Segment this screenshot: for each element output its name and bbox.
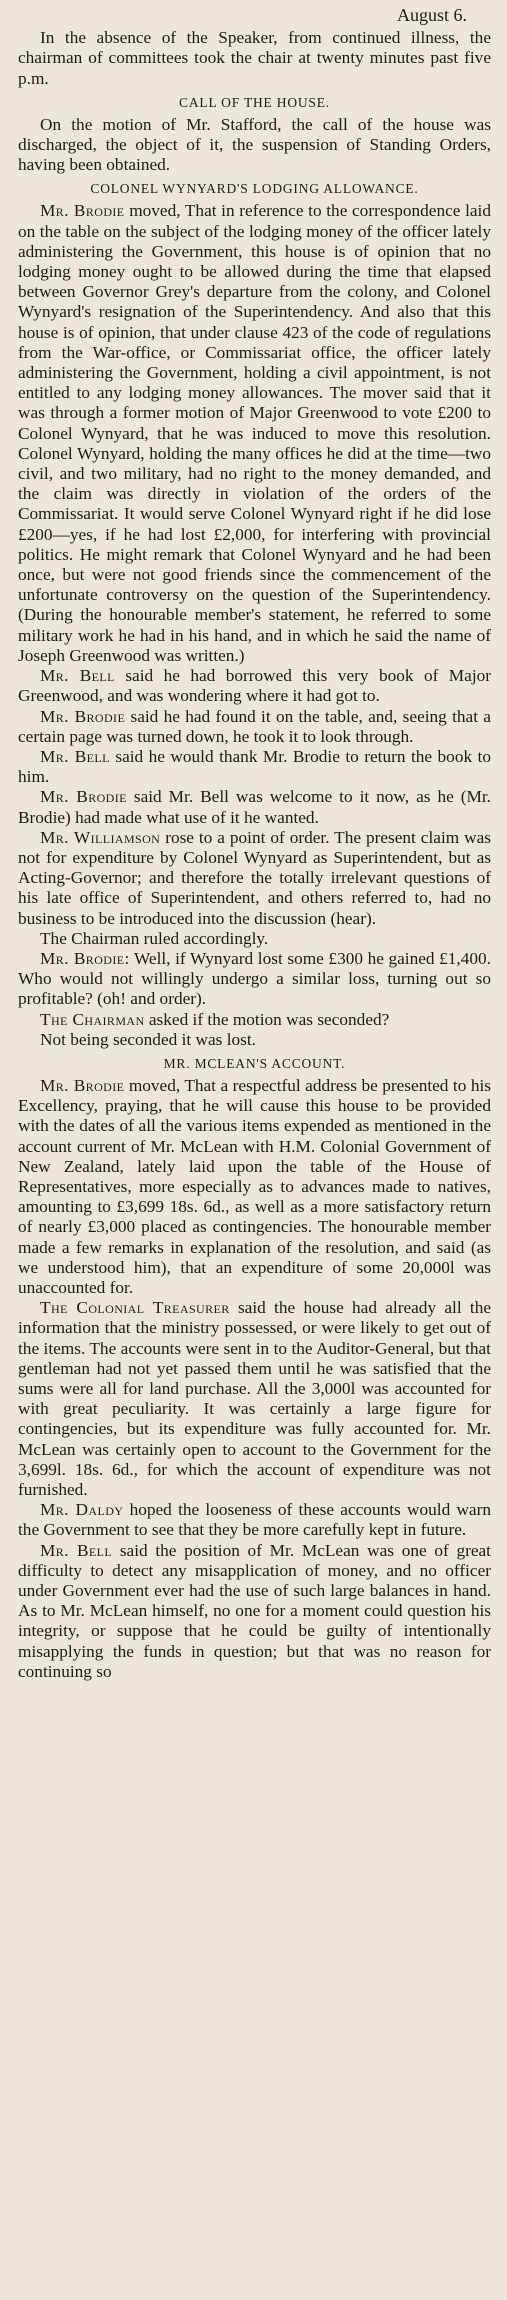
speaker-name: Mr. Brodie: [40, 201, 125, 221]
speech-text: The Chairman ruled accordingly.: [40, 928, 269, 948]
speech-paragraph: [18, 115, 491, 176]
speech-text: said Mr. Bell was welcome to it now, as he (Mr. Brodie) had made what use of it he wanted.: [18, 787, 492, 827]
speaker-name: Mr. Brodie:: [40, 948, 130, 968]
speech-paragraph: [18, 949, 491, 1010]
speaker-name: Mr. Bell: [40, 1540, 113, 1560]
speech-text: said he would thank Mr. Brodie to return the book to him.: [18, 746, 492, 787]
speech-paragraph: [18, 1030, 491, 1050]
speaker-name: Mr. Brodie: [40, 787, 127, 807]
speaker-name: Mr. Daldy: [40, 1500, 124, 1520]
speech-text: On the motion of Mr. Stafford, the call of the house was discharged, the object of it, the suspension of Standing Orders, having been obtained.: [18, 114, 491, 175]
speech-text: said the house had already all the information that the ministry possessed, or were likely to get out of the items. The accounts were sent in to the Auditor-General, but that gentleman had not yet passed them until he was satisfied that the sums were all for land purchase. All the 3,000l was accounted for with great peculiarity. It was certainly a large figure for contingencies, but its expenditure was fully accounted for. Mr. McLean was certainly open to account to the Government for the 3,699l. 18s. 6d., for which the account of expenditure was not furnished.: [18, 1298, 492, 1500]
speaker-name: Mr. Williamson: [40, 827, 161, 847]
speaker-name: Mr. Bell: [40, 746, 110, 766]
section-heading: CALL OF THE HOUSE.: [179, 94, 330, 110]
section-heading: COLONEL WYNYARD'S LODGING ALLOWANCE.: [90, 181, 419, 197]
speaker-name: The Chairman: [40, 1009, 145, 1029]
speech-text: said he had borrowed this very book of Major Greenwood, and was wondering where it had got to.: [18, 666, 492, 706]
speech-paragraph: [18, 929, 491, 949]
speech-paragraph: [18, 201, 491, 666]
speech-text: said he had found it on the table, and, seeing that a certain page was turned down, he took it to look through.: [18, 706, 491, 746]
section-heading: MR. MCLEAN'S ACCOUNT.: [163, 1055, 346, 1071]
speech-paragraph: [18, 1541, 491, 1682]
speaker-name: Mr. Brodie: [40, 706, 126, 726]
speech-paragraph: [18, 747, 491, 787]
speech-text: Not being seconded it was lost.: [40, 1029, 256, 1049]
speech-text: moved, That a respectful address be presented to his Excellency, praying, that he will cause this house to be provided with the dates of all the various items expended as mentioned in the account current of Mr. McLean with H.M. Colonial Government of New Zealand, lately laid upon the table of the House of Representatives, more especially as to advances made to natives, amounting to £3,699 18s. 6d., as well as a more satisfactory return of nearly £3,000 placed as contingencies. The honourable member made a few remarks in explanation of the resolution, and said (as we understood him), that an expenditure of some 20,000l was unaccounted for.: [18, 1075, 491, 1297]
speaker-name: Mr. Bell: [40, 666, 115, 686]
speech-text: hoped the looseness of these accounts would warn the Government to see that they be more carefully kept in future.: [18, 1500, 491, 1540]
speaker-name: Mr. Brodie: [40, 1075, 125, 1095]
speech-paragraph: [18, 1010, 491, 1030]
report-sections: [18, 94, 491, 1682]
speech-text: asked if the motion was seconded?: [148, 1009, 390, 1029]
speech-text: said the position of Mr. McLean was one of great difficulty to detect any misapplication of money, and no officer under Government ever had the use of such large balances in hand. As to Mr. McLean himself, no one for a moment could question his integrity, or suppose that he could be guilty of intentionally misapplying the funds in question; but that was no reason for continuing so: [18, 1540, 491, 1681]
speech-text: moved, That in reference to the correspondence laid on the table on the subject of the lodging money of the officer lately administering the Government, this house is of opinion that no lodging money ought to be allowed during the time that elapsed between Governor Grey's departure from the colony, and Colonel Wynyard's resignation of the Superintendency. And also that this house is of opinion, that under clause 423 of the code of regulations from the War-office, or Commissariat office, the officer lately administering the Government, holding a civil appointment, is not entitled to any lodging money allowances. The mover said that it was through a former motion of Major Greenwood to vote £200 to Colonel Wynyard, that he was induced to move this resolution. Colonel Wynyard, holding the many offices he did at the time—two civil, and two military, had no right to the money demanded, and the claim was directly in violation of the orders of the Commissariat. It would serve Colonel Wynyard right if he did lose £200—yes, if he had lost £2,000, for interfering with provincial politics. He might remark that Colonel Wynyard and he had been once, but were not good friends since the commencement of the unfortunate controversy on the question of the Superintendency. (During the honourable member's statement, he referred to some military work he had in his hand, and in which he said the name of Joseph Greenwood was written.): [18, 201, 491, 665]
speech-paragraph: [18, 828, 491, 929]
speech-paragraph: [18, 787, 491, 827]
speech-paragraph: [18, 1500, 491, 1540]
speech-text: rose to a point of order. The present claim was not for expenditure by Colonel Wynyard as Superintendent, but as Acting-Governor; and therefore the totally irrelevant questions of his late office of Superintendent, and others referred to, had no business to be introduced into the discussion (hear).: [18, 827, 491, 928]
opening-paragraph: In the absence of the Speaker, from continued illness, the chairman of committees took the chair at twenty minutes past five p.m.: [18, 28, 491, 88]
page-date: August 6.: [396, 5, 467, 25]
speech-paragraph: [18, 707, 491, 747]
speech-paragraph: [18, 1076, 491, 1298]
speech-text: Well, if Wynyard lost some £300 he gained £1,400. Who would not willingly undergo a similar loss, turning out so profitable? (oh! and order).: [18, 948, 491, 1009]
speech-paragraph: [18, 666, 491, 706]
speech-paragraph: [18, 1298, 491, 1500]
speaker-name: The Colonial Treasurer: [40, 1298, 230, 1318]
